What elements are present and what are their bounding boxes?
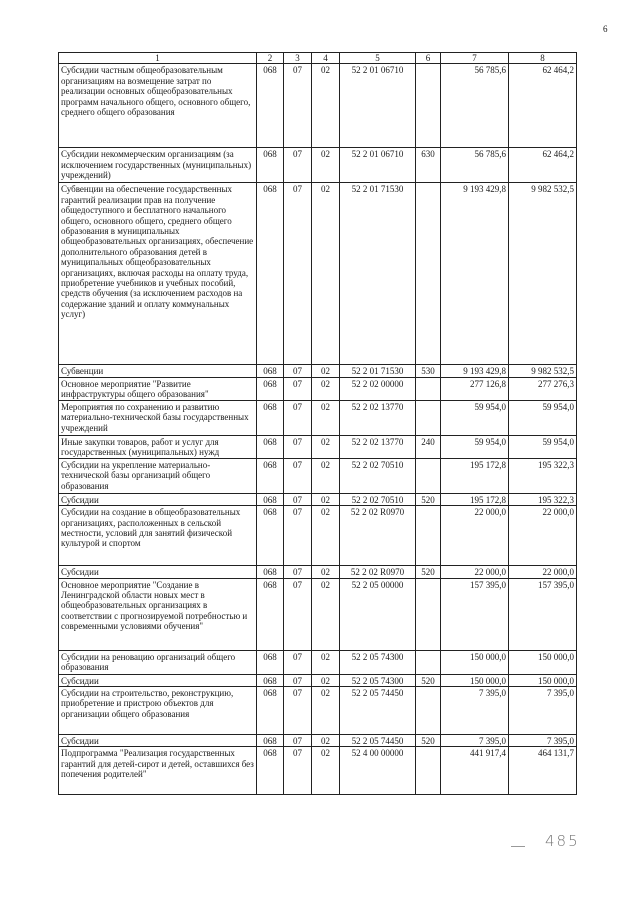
- cell-code-4: 02: [312, 458, 340, 493]
- row-name: Субсидии некоммерческим организациям (за исключением государственных (муниципальных) учреждений): [59, 148, 257, 183]
- cell-code-3: 07: [284, 650, 312, 674]
- table-row: [59, 687, 577, 735]
- cell-code-3: 07: [284, 377, 312, 400]
- cell-code-4: 02: [312, 365, 340, 377]
- table-row: [59, 506, 577, 566]
- cell-code-3: 07: [284, 400, 312, 435]
- column-header-7: 7: [441, 53, 509, 64]
- cell-code-5: 52 2 02 13770: [340, 400, 416, 435]
- cell-code-3: 07: [284, 578, 312, 650]
- page-number: 6: [603, 24, 608, 34]
- cell-code-5: 52 2 02 13770: [340, 435, 416, 458]
- cell-code-2: 068: [257, 506, 284, 566]
- table-row: [59, 435, 577, 458]
- stamp-dash: [511, 846, 525, 847]
- column-header-5: 5: [340, 53, 416, 64]
- cell-code-2: 068: [257, 687, 284, 735]
- cell-code-4: 02: [312, 650, 340, 674]
- row-name: Основное мероприятие "Развитие инфраструктуры общего образования": [59, 377, 257, 400]
- cell-code-3: 07: [284, 435, 312, 458]
- row-name: Иные закупки товаров, работ и услуг для государственных (муниципальных) нужд: [59, 435, 257, 458]
- table-row: [59, 578, 577, 650]
- cell-code-5: 52 2 05 74300: [340, 650, 416, 674]
- cell-code-2: 068: [257, 578, 284, 650]
- cell-amount-7: 59 954,0: [441, 435, 509, 458]
- cell-code-5: 52 2 02 R0970: [340, 506, 416, 566]
- cell-code-6: 530: [416, 365, 441, 377]
- cell-amount-7: 7 395,0: [441, 687, 509, 735]
- row-name: Мероприятия по сохранению и развитию материально-технической базы государственных учреждений: [59, 400, 257, 435]
- cell-code-3: 07: [284, 566, 312, 578]
- cell-code-3: 07: [284, 148, 312, 183]
- row-name: Субсидии на укрепление материально-технической базы организаций общего образования: [59, 458, 257, 493]
- cell-code-2: 068: [257, 183, 284, 365]
- row-name: Субсидии: [59, 674, 257, 686]
- cell-amount-7: 22 000,0: [441, 506, 509, 566]
- cell-code-6: [416, 578, 441, 650]
- cell-amount-8: 464 131,7: [509, 747, 577, 795]
- cell-code-6: [416, 506, 441, 566]
- cell-amount-7: 7 395,0: [441, 735, 509, 747]
- cell-code-5: 52 2 05 00000: [340, 578, 416, 650]
- cell-amount-7: 157 395,0: [441, 578, 509, 650]
- column-header-2: 2: [257, 53, 284, 64]
- cell-amount-8: 59 954,0: [509, 435, 577, 458]
- cell-amount-8: 62 464,2: [509, 148, 577, 183]
- cell-code-5: 52 2 01 71530: [340, 183, 416, 365]
- cell-code-2: 068: [257, 493, 284, 505]
- table-row: [59, 148, 577, 183]
- table-header-row: [59, 53, 577, 64]
- cell-code-2: 068: [257, 435, 284, 458]
- cell-code-2: 068: [257, 650, 284, 674]
- row-name: Субвенции на обеспечение государственных гарантий реализации прав на получение общедоступного и бесплатного начального общего, основного общего, среднего общего образования в муниципальных общеобразовательных организациях, обеспечение дополнительного образования детей в муниципальных общеобразовательных организациях, включая расходы на оплату труда, приобретение учебников и учебных пособий, средств обучения (за исключением расходов на содержание зданий и оплату коммунальных услуг): [59, 183, 257, 365]
- cell-amount-8: 157 395,0: [509, 578, 577, 650]
- cell-code-4: 02: [312, 493, 340, 505]
- cell-amount-8: 277 276,3: [509, 377, 577, 400]
- cell-code-6: [416, 183, 441, 365]
- cell-code-2: 068: [257, 747, 284, 795]
- row-name: Субсидии на реновацию организаций общего образования: [59, 650, 257, 674]
- cell-code-4: 02: [312, 735, 340, 747]
- row-name: Основное мероприятие "Создание в Ленинградской области новых мест в общеобразовательных организациях в соответствии с прогнозируемой потребностью и современными условиями обучения": [59, 578, 257, 650]
- cell-code-4: 02: [312, 148, 340, 183]
- cell-code-5: 52 2 05 74300: [340, 674, 416, 686]
- cell-amount-8: 195 322,3: [509, 458, 577, 493]
- cell-code-2: 068: [257, 400, 284, 435]
- cell-code-4: 02: [312, 674, 340, 686]
- row-name: Субсидии на строительство, реконструкцию, приобретение и пристрою объектов для организации общего образования: [59, 687, 257, 735]
- cell-code-3: 07: [284, 687, 312, 735]
- cell-code-4: 02: [312, 687, 340, 735]
- cell-code-3: 07: [284, 493, 312, 505]
- cell-amount-8: 7 395,0: [509, 687, 577, 735]
- cell-code-6: 520: [416, 493, 441, 505]
- table-row: [59, 493, 577, 505]
- column-header-1: 1: [59, 53, 257, 64]
- table-row: [59, 650, 577, 674]
- cell-code-5: 52 2 05 74450: [340, 735, 416, 747]
- cell-amount-8: 59 954,0: [509, 400, 577, 435]
- table-row: [59, 747, 577, 795]
- cell-code-3: 07: [284, 506, 312, 566]
- cell-code-6: [416, 377, 441, 400]
- cell-code-3: 07: [284, 365, 312, 377]
- cell-code-2: 068: [257, 674, 284, 686]
- cell-code-5: 52 2 01 06710: [340, 148, 416, 183]
- cell-code-5: 52 2 02 70510: [340, 493, 416, 505]
- cell-code-4: 02: [312, 377, 340, 400]
- table-row: [59, 377, 577, 400]
- cell-code-6: [416, 458, 441, 493]
- cell-code-5: 52 4 00 00000: [340, 747, 416, 795]
- cell-code-3: 07: [284, 183, 312, 365]
- cell-amount-8: 62 464,2: [509, 64, 577, 148]
- cell-code-4: 02: [312, 566, 340, 578]
- cell-code-2: 068: [257, 566, 284, 578]
- cell-amount-7: 9 193 429,8: [441, 365, 509, 377]
- cell-code-6: 630: [416, 148, 441, 183]
- cell-code-6: 240: [416, 435, 441, 458]
- table-row: [59, 365, 577, 377]
- cell-code-5: 52 2 01 71530: [340, 365, 416, 377]
- cell-code-2: 068: [257, 735, 284, 747]
- cell-code-5: 52 2 05 74450: [340, 687, 416, 735]
- cell-code-5: 52 2 01 06710: [340, 64, 416, 148]
- cell-code-4: 02: [312, 506, 340, 566]
- table-row: [59, 458, 577, 493]
- cell-code-4: 02: [312, 747, 340, 795]
- cell-amount-8: 195 322,3: [509, 493, 577, 505]
- cell-code-6: [416, 400, 441, 435]
- cell-code-3: 07: [284, 747, 312, 795]
- cell-amount-8: 9 982 532,5: [509, 365, 577, 377]
- table-row: [59, 64, 577, 148]
- cell-amount-7: 56 785,6: [441, 148, 509, 183]
- row-name: Субсидии на создание в общеобразовательных организациях, расположенных в сельской местности, условий для занятий физической культурой и спортом: [59, 506, 257, 566]
- column-header-8: 8: [509, 53, 577, 64]
- table-row: [59, 735, 577, 747]
- row-name: Подпрограмма "Реализация государственных гарантий для детей-сирот и детей, оставшихся без попечения родителей": [59, 747, 257, 795]
- cell-code-3: 07: [284, 64, 312, 148]
- cell-amount-7: 150 000,0: [441, 674, 509, 686]
- cell-amount-7: 59 954,0: [441, 400, 509, 435]
- cell-amount-7: 441 917,4: [441, 747, 509, 795]
- table-row: [59, 400, 577, 435]
- cell-amount-7: 56 785,6: [441, 64, 509, 148]
- cell-amount-8: 150 000,0: [509, 674, 577, 686]
- cell-amount-7: 195 172,8: [441, 458, 509, 493]
- cell-amount-7: 150 000,0: [441, 650, 509, 674]
- table-row: [59, 566, 577, 578]
- cell-code-6: 520: [416, 566, 441, 578]
- row-name: Субсидии: [59, 735, 257, 747]
- cell-code-2: 068: [257, 148, 284, 183]
- cell-code-5: 52 2 02 70510: [340, 458, 416, 493]
- cell-code-3: 07: [284, 735, 312, 747]
- cell-code-2: 068: [257, 365, 284, 377]
- cell-amount-7: 195 172,8: [441, 493, 509, 505]
- column-header-3: 3: [284, 53, 312, 64]
- archive-stamp-number: 485: [545, 832, 580, 850]
- cell-code-6: 520: [416, 735, 441, 747]
- cell-code-6: [416, 650, 441, 674]
- table-row: [59, 674, 577, 686]
- cell-code-4: 02: [312, 400, 340, 435]
- cell-code-5: 52 2 02 R0970: [340, 566, 416, 578]
- cell-code-6: [416, 747, 441, 795]
- cell-amount-8: 9 982 532,5: [509, 183, 577, 365]
- cell-amount-8: 150 000,0: [509, 650, 577, 674]
- row-name: Субсидии: [59, 566, 257, 578]
- cell-code-3: 07: [284, 458, 312, 493]
- column-header-4: 4: [312, 53, 340, 64]
- cell-code-4: 02: [312, 578, 340, 650]
- cell-amount-7: 22 000,0: [441, 566, 509, 578]
- cell-code-5: 52 2 02 00000: [340, 377, 416, 400]
- cell-code-4: 02: [312, 183, 340, 365]
- cell-code-2: 068: [257, 458, 284, 493]
- cell-code-4: 02: [312, 64, 340, 148]
- table-row: [59, 183, 577, 365]
- budget-table: [58, 52, 577, 795]
- cell-amount-7: 9 193 429,8: [441, 183, 509, 365]
- cell-amount-8: 22 000,0: [509, 566, 577, 578]
- row-name: Субвенции: [59, 365, 257, 377]
- column-header-6: 6: [416, 53, 441, 64]
- cell-code-6: 520: [416, 674, 441, 686]
- cell-code-6: [416, 687, 441, 735]
- cell-amount-8: 22 000,0: [509, 506, 577, 566]
- row-name: Субсидии: [59, 493, 257, 505]
- cell-code-6: [416, 64, 441, 148]
- cell-amount-7: 277 126,8: [441, 377, 509, 400]
- cell-code-2: 068: [257, 377, 284, 400]
- cell-code-3: 07: [284, 674, 312, 686]
- cell-amount-8: 7 395,0: [509, 735, 577, 747]
- cell-code-2: 068: [257, 64, 284, 148]
- cell-code-4: 02: [312, 435, 340, 458]
- row-name: Субсидии частным общеобразовательным организациям на возмещение затрат по реализации основных общеобразовательных программ начального общего, основного общего, среднего общего образования: [59, 64, 257, 148]
